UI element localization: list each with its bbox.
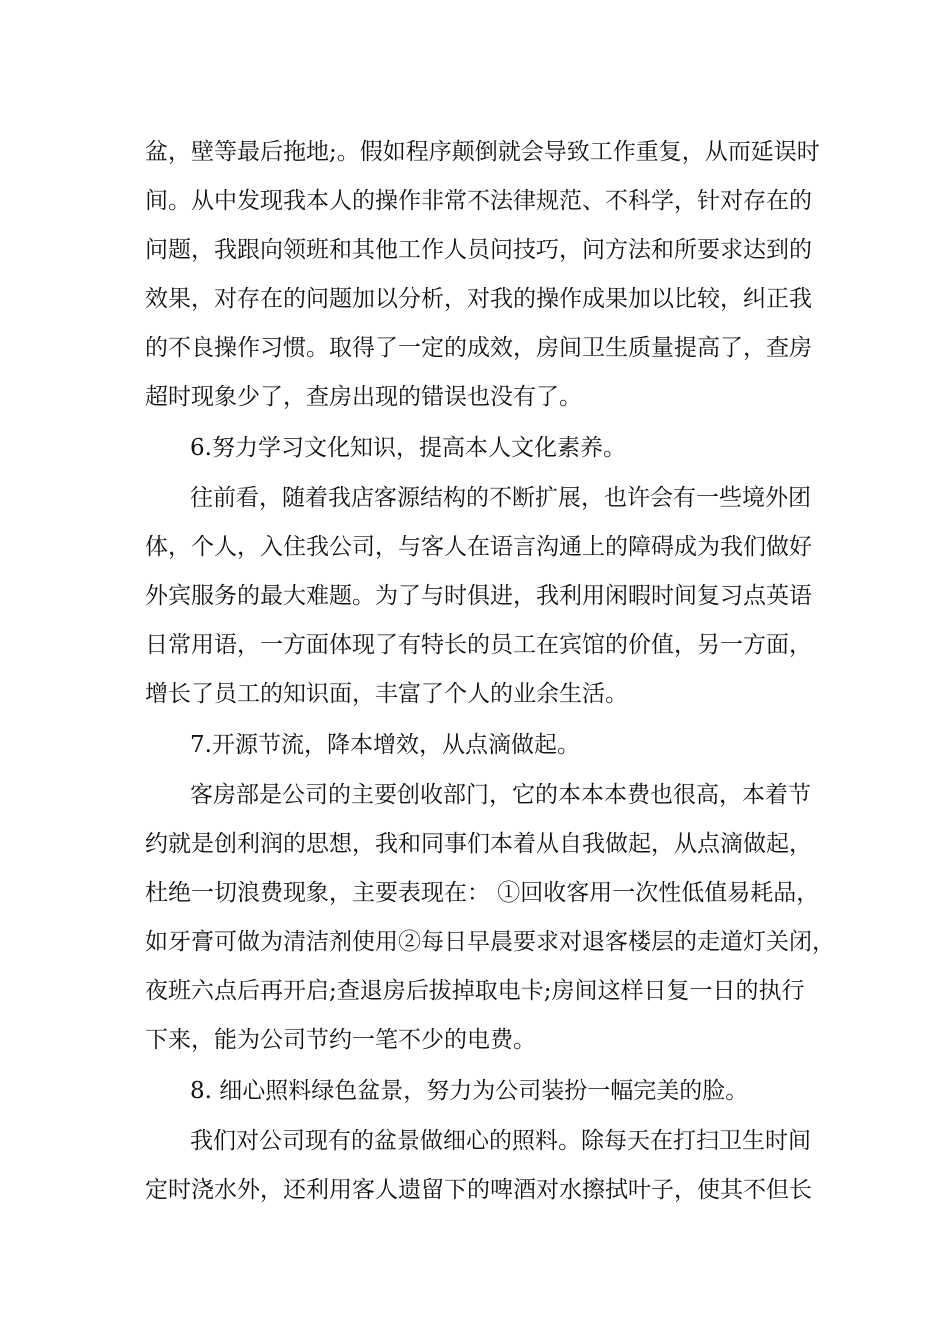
- text-line: 外宾服务的最大难题。为了与时俱进，我利用闲暇时间复习点英语: [145, 583, 812, 609]
- text-line: 约就是创利润的思想，我和同事们本着从自我做起，从点滴做起，: [145, 831, 812, 857]
- text-line: 超时现象少了，查房出现的错误也没有了。: [145, 384, 582, 410]
- text-line: 杜绝一切浪费现象，主要表现在： ①回收客用一次性低值易耗品，: [145, 880, 820, 906]
- text-line: 盆，壁等最后拖地;。假如程序颠倒就会导致工作重复，从而延误时: [145, 139, 820, 165]
- section-heading: 6.努力学习文化知识，提高本人文化素养。: [190, 435, 626, 461]
- text-line: 日常用语，一方面体现了有特长的员工在宾馆的价值，另一方面，: [145, 632, 812, 658]
- text-line: 的不良操作习惯。取得了一定的成效，房间卫生质量提高了，查房: [145, 335, 812, 361]
- text-line: 夜班六点后再开启;查退房后拔掉取电卡;房间这样日复一日的执行: [145, 978, 805, 1004]
- text-line: 定时浇水外，还利用客人遗留下的啤酒对水擦拭叶子，使其不但长: [145, 1177, 812, 1203]
- text-line: 增长了员工的知识面，丰富了个人的业余生活。: [145, 681, 628, 707]
- text-line: 往前看，随着我店客源结构的不断扩展，也许会有一些境外团: [190, 485, 811, 511]
- section-heading: 8. 细心照料绿色盆景，努力为公司装扮一幅完美的脸。: [190, 1078, 749, 1104]
- text-line: 效果，对存在的问题加以分析，对我的操作成果加以比较，纠正我: [145, 286, 812, 312]
- text-line: 问题，我跟向领班和其他工作人员问技巧，问方法和所要求达到的: [145, 237, 812, 263]
- section-heading: 7.开源节流，降本增效，从点滴做起。: [190, 732, 580, 758]
- text-line: 我们对公司现有的盆景做细心的照料。除每天在打扫卫生时间: [190, 1128, 811, 1154]
- text-line: 体，个人，入住我公司，与客人在语言沟通上的障碍成为我们做好: [145, 534, 812, 560]
- text-line: 如牙膏可做为清洁剂使用②每日早晨要求对退客楼层的走道灯关闭，: [145, 929, 835, 955]
- text-line: 客房部是公司的主要创收部门，它的本本本费也很高，本着节: [190, 782, 811, 808]
- text-line: 下来，能为公司节约一笔不少的电费。: [145, 1027, 536, 1053]
- text-line: 间。从中发现我本人的操作非常不法律规范、不科学，针对存在的: [145, 188, 812, 214]
